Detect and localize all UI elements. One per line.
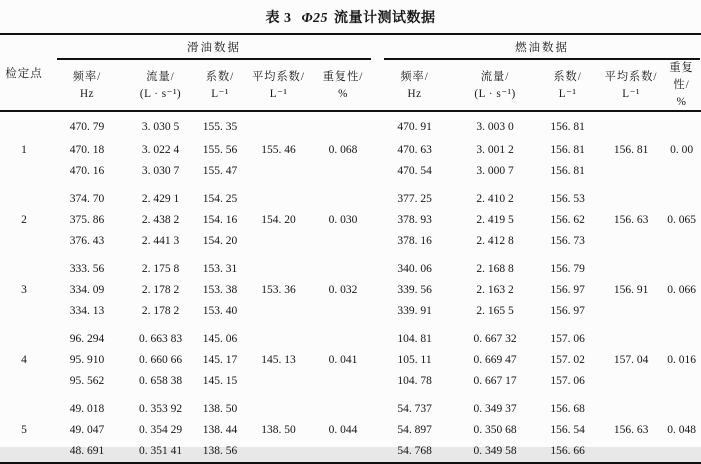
fuel-coefficient-cell: 156. 54 [550,424,585,436]
fuel-flow-cell: 3. 001 2 [476,144,514,156]
fuel-frequency-cell: 54. 897 [397,424,432,436]
group-header-fuel-oil-label: 燃油数据 [515,41,570,54]
fuel-avg-coefficient-cell [600,399,662,420]
lube-coefficient-cell: 153. 38 [202,284,238,296]
fuel-repeatability-cell: 0. 016 [667,354,696,366]
checkpoint-cell [0,399,48,420]
fuel-coefficient-cell: 156. 73 [550,235,585,247]
flowmeter-data-table [0,33,701,464]
lube-repeatability-cell [312,161,374,182]
table-row [0,350,701,371]
lube-coefficient-cell: 138. 44 [202,424,238,436]
lube-flow-cell: 0. 663 83 [138,333,183,345]
fuel-avg-coefficient-cell [600,259,662,280]
table-row [0,259,701,280]
lube-repeatability-cell: 0. 044 [328,424,358,436]
fuel-frequency-cell: 104. 78 [397,375,432,387]
lube-flow-cell: 3. 022 4 [141,144,180,156]
lube-coefficient-cell: 155. 56 [202,144,238,156]
table-row [0,210,701,231]
fuel-coefficient-cell: 156. 97 [550,284,585,296]
lube-frequency-cell: 470. 16 [69,165,105,177]
fuel-avg-coefficient-cell [600,301,662,322]
lube-coefficient-cell: 154. 16 [202,214,238,226]
fuel-repeatability-cell [662,371,701,392]
lube-coefficient-cell: 138. 50 [202,403,238,415]
lube-avg-coefficient-cell [245,371,312,392]
fuel-repeatability-cell [662,189,701,210]
fuel-flow-cell: 0. 667 17 [473,375,517,387]
fuel-flow-cell: 0. 349 37 [473,403,517,415]
lube-frequency-cell: 96. 294 [69,333,105,345]
fuel-repeatability-cell [662,231,701,252]
lube-avg-coefficient-cell: 154. 20 [261,214,296,226]
fuel-flow-cell: 2. 410 2 [476,193,514,205]
lube-coefficient-cell: 145. 06 [202,333,238,345]
lube-avg-coefficient-cell [245,441,312,463]
lube-avg-coefficient-cell: 138. 50 [261,424,296,436]
lube-flow-cell: 3. 030 7 [141,165,180,177]
group-gap-row [0,322,701,329]
lube-repeatability-cell [312,189,374,210]
lube-avg-coefficient-cell [245,329,312,350]
fuel-coefficient-cell: 156. 62 [550,214,585,226]
fuel-coefficient-cell: 156. 97 [550,305,585,317]
fuel-repeatability-cell [662,111,701,140]
flowmeter-model: Φ25 [301,11,329,26]
checkpoint-cell [0,161,48,182]
fuel-avg-coefficient-cell: 156. 63 [613,214,649,226]
fuel-flow-cell: 0. 669 47 [473,354,517,366]
lube-flow-cell: 2. 178 2 [141,305,180,317]
fuel-coefficient-cell: 156. 53 [550,193,585,205]
fuel-flow-cell: 0. 667 32 [473,333,517,345]
group-header-lube-oil-label: 滑油数据 [187,41,242,54]
fuel-frequency-cell: 470. 63 [397,144,432,156]
fuel-frequency-cell: 470. 54 [397,165,432,177]
fuel-avg-coefficient-header: 平均系数/ L⁻¹ [600,60,662,111]
table-number: 表 3 [265,11,292,26]
table-body [0,111,701,463]
lube-avg-coefficient-cell [245,231,312,252]
lube-repeatability-cell [312,399,374,420]
fuel-avg-coefficient-cell: 156. 63 [613,424,649,436]
table-row [0,399,701,420]
lube-coefficient-cell: 155. 47 [202,165,238,177]
fuel-frequency-cell: 54. 768 [397,445,432,457]
checkpoint-cell: 2 [21,214,27,226]
checkpoint-cell [0,441,48,463]
lube-frequency-header: 频率/ Hz [48,60,126,111]
group-gap [0,182,701,189]
group-header-row [0,34,701,60]
fuel-coefficient-header: 系数/ L⁻¹ [535,60,600,111]
fuel-repeatability-cell [662,329,701,350]
lube-frequency-cell: 470. 79 [69,121,105,133]
lube-repeatability-header: 重复性/ % [312,60,374,111]
checkpoint-cell [0,301,48,322]
checkpoint-cell: 5 [21,424,27,436]
fuel-flow-cell: 2. 165 5 [476,305,514,317]
lube-flow-cell: 2. 178 2 [141,284,180,296]
lube-avg-coefficient-cell [245,301,312,322]
lube-avg-coefficient-cell [245,111,312,140]
lube-frequency-cell: 470. 18 [69,144,105,156]
lube-frequency-cell: 376. 43 [69,235,105,247]
caption-text: 流量计测试数据 [334,11,436,26]
fuel-repeatability-cell [662,301,701,322]
table-caption [0,0,701,33]
checkpoint-column-header: 检定点 [0,34,48,111]
lube-avg-coefficient-cell: 155. 46 [261,144,296,156]
fuel-coefficient-cell: 156. 81 [550,165,585,177]
lube-flow-cell: 3. 030 5 [141,121,180,133]
fuel-repeatability-header: 重复性/ % [662,60,701,111]
group-gap-row [0,392,701,399]
fuel-coefficient-cell: 157. 06 [550,333,585,345]
lube-avg-coefficient-cell [245,161,312,182]
fuel-flow-cell: 2. 163 2 [476,284,514,296]
lube-flow-cell: 2. 438 2 [141,214,180,226]
lube-frequency-cell: 334. 09 [69,284,105,296]
fuel-repeatability-cell: 0. 065 [667,214,696,226]
checkpoint-cell: 4 [21,354,27,366]
fuel-avg-coefficient-cell [600,161,662,182]
fuel-repeatability-cell [662,399,701,420]
table-row [0,329,701,350]
fuel-flow-cell: 3. 000 7 [476,165,514,177]
fuel-flow-cell: 0. 350 68 [473,424,517,436]
fuel-repeatability-cell [662,441,701,463]
fuel-frequency-cell: 378. 16 [397,235,432,247]
fuel-avg-coefficient-cell [600,189,662,210]
table-row [0,189,701,210]
checkpoint-cell: 3 [21,284,27,296]
lube-coefficient-cell: 153. 40 [202,305,238,317]
checkpoint-cell [0,329,48,350]
lube-frequency-cell: 95. 562 [69,375,105,387]
lube-flow-cell: 2. 441 3 [141,235,180,247]
group-header-lube-oil [48,34,374,60]
lube-frequency-cell: 49. 018 [69,403,105,415]
lube-frequency-cell: 49. 047 [69,424,105,436]
fuel-frequency-cell: 470. 91 [397,121,432,133]
lube-repeatability-cell [312,441,374,463]
fuel-coefficient-cell: 157. 02 [550,354,585,366]
lube-frequency-cell: 95. 910 [69,354,105,366]
fuel-avg-coefficient-cell [600,111,662,140]
lube-frequency-cell: 333. 56 [69,263,105,275]
table-row [0,161,701,182]
group-gap [0,252,701,259]
fuel-avg-coefficient-cell: 156. 91 [613,284,649,296]
fuel-repeatability-cell [662,161,701,182]
lube-coefficient-cell: 145. 15 [202,375,238,387]
lube-repeatability-cell [312,371,374,392]
table-header [0,34,701,111]
lube-avg-coefficient-header: 平均系数/ L⁻¹ [245,60,312,111]
fuel-flow-cell: 3. 003 0 [476,121,514,133]
lube-flow-header: 流量/ (L · s⁻¹) [126,60,195,111]
fuel-coefficient-cell: 156. 79 [550,263,585,275]
lube-coefficient-cell: 153. 31 [202,263,238,275]
fuel-coefficient-cell: 157. 06 [550,375,585,387]
lube-frequency-cell: 48. 691 [69,445,105,457]
table-row [0,420,701,441]
lube-coefficient-cell: 154. 25 [202,193,238,205]
checkpoint-cell [0,259,48,280]
lube-coefficient-cell: 138. 56 [202,445,238,457]
group-gap [0,322,701,329]
fuel-flow-header: 流量/ (L · s⁻¹) [455,60,535,111]
fuel-frequency-cell: 339. 56 [397,284,432,296]
lube-coefficient-header: 系数/ L⁻¹ [195,60,245,111]
fuel-repeatability-cell [662,259,701,280]
lube-repeatability-cell [312,231,374,252]
fuel-repeatability-cell: 0. 048 [667,424,696,436]
group-gap [0,392,701,399]
table-row [0,111,701,140]
fuel-frequency-cell: 54. 737 [397,403,432,415]
table-row [0,140,701,161]
table-row [0,231,701,252]
table-row [0,280,701,301]
lube-flow-cell: 0. 354 29 [138,424,183,436]
lube-flow-cell: 0. 658 38 [138,375,183,387]
group-header-fuel-oil [374,34,701,60]
checkpoint-cell [0,189,48,210]
fuel-coefficient-cell: 156. 66 [550,445,585,457]
table-row [0,301,701,322]
fuel-avg-coefficient-cell: 157. 04 [613,354,649,366]
lube-repeatability-cell [312,111,374,140]
fuel-flow-cell: 2. 412 8 [476,235,514,247]
checkpoint-cell [0,231,48,252]
lube-frequency-cell: 375. 86 [69,214,105,226]
fuel-avg-coefficient-cell: 156. 81 [613,144,649,156]
lube-repeatability-cell [312,301,374,322]
column-header-row [0,60,701,111]
lube-repeatability-cell: 0. 041 [328,354,358,366]
checkpoint-cell [0,371,48,392]
lube-flow-cell: 0. 353 92 [138,403,183,415]
lube-flow-cell: 0. 351 41 [138,445,183,457]
fuel-avg-coefficient-cell [600,231,662,252]
lube-coefficient-cell: 154. 20 [202,235,238,247]
lube-repeatability-cell [312,259,374,280]
lube-avg-coefficient-cell [245,259,312,280]
fuel-coefficient-cell: 156. 68 [550,403,585,415]
lube-flow-cell: 0. 660 66 [138,354,183,366]
fuel-avg-coefficient-cell [600,441,662,463]
lube-repeatability-cell: 0. 032 [328,284,358,296]
lube-coefficient-cell: 145. 17 [202,354,238,366]
lube-flow-cell: 2. 175 8 [141,263,180,275]
fuel-repeatability-cell: 0. 00 [670,144,694,156]
lube-avg-coefficient-cell [245,189,312,210]
lube-avg-coefficient-cell: 153. 36 [261,284,296,296]
lube-repeatability-cell [312,329,374,350]
fuel-frequency-cell: 105. 11 [397,354,432,366]
table-row [0,371,701,392]
lube-frequency-cell: 374. 70 [69,193,105,205]
fuel-frequency-cell: 339. 91 [397,305,432,317]
lube-repeatability-cell: 0. 030 [328,214,358,226]
lube-avg-coefficient-cell [245,399,312,420]
fuel-flow-cell: 0. 349 58 [473,445,517,457]
fuel-flow-cell: 2. 168 8 [476,263,514,275]
fuel-repeatability-cell: 0. 066 [667,284,696,296]
fuel-frequency-cell: 377. 25 [397,193,432,205]
fuel-avg-coefficient-cell [600,371,662,392]
fuel-frequency-header: 频率/ Hz [374,60,455,111]
checkpoint-cell [0,111,48,140]
fuel-frequency-cell: 104. 81 [397,333,432,345]
lube-coefficient-cell: 155. 35 [202,121,238,133]
fuel-coefficient-cell: 156. 81 [550,144,585,156]
lube-frequency-cell: 334. 13 [69,305,105,317]
group-gap-row [0,182,701,189]
fuel-frequency-cell: 378. 93 [397,214,432,226]
fuel-flow-cell: 2. 419 5 [476,214,514,226]
lube-avg-coefficient-cell: 145. 13 [261,354,296,366]
table-row [0,441,701,463]
lube-flow-cell: 2. 429 1 [141,193,180,205]
fuel-avg-coefficient-cell [600,329,662,350]
fuel-coefficient-cell: 156. 81 [550,121,585,133]
fuel-frequency-cell: 340. 06 [397,263,432,275]
checkpoint-cell: 1 [21,144,27,156]
group-gap-row [0,252,701,259]
lube-repeatability-cell: 0. 068 [328,144,358,156]
